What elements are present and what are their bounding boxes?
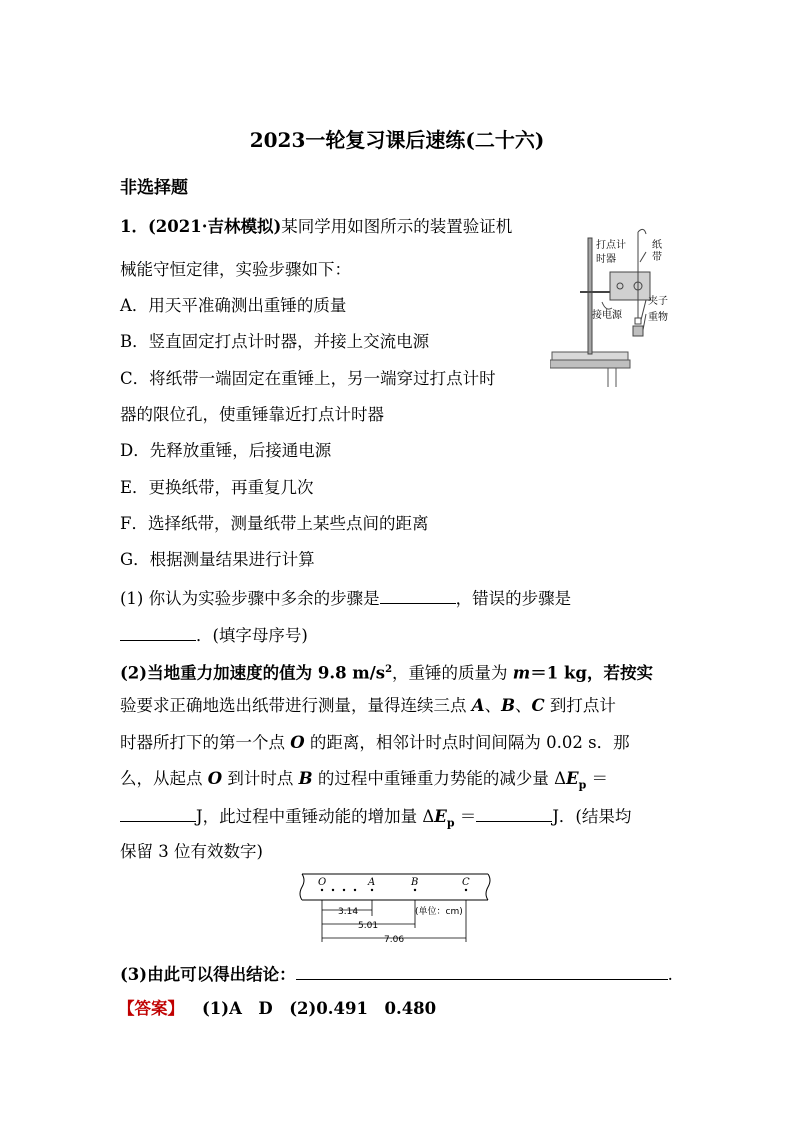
part-2-line-6: 保留 3 位有效数字) bbox=[120, 842, 263, 861]
part-2-text: J．(结果均 bbox=[552, 807, 632, 826]
step-g: G．根据测量结果进行计算 bbox=[120, 550, 315, 569]
part-1-line-2 bbox=[120, 622, 308, 648]
step-f: F．选择纸带，测量纸带上某些点间的距离 bbox=[120, 514, 429, 533]
distance-oc: 7.06 bbox=[384, 935, 405, 945]
part-1-text-a: (1) 你认为实验步骤中多余的步骤是 bbox=[120, 589, 380, 608]
symbol-b: B bbox=[298, 769, 313, 788]
leader-line bbox=[640, 252, 646, 262]
subscript-p: p bbox=[446, 816, 455, 830]
question-1-line-1 bbox=[120, 215, 512, 239]
step-d: D．先释放重锤，后接通电源 bbox=[120, 441, 332, 460]
symbol-c: C bbox=[531, 696, 545, 715]
step-b: B．竖直固定打点计时器，并接上交流电源 bbox=[120, 332, 430, 351]
stand-pole bbox=[588, 238, 592, 354]
answer-tag: 【答案】 bbox=[118, 999, 184, 1018]
leader-line bbox=[643, 314, 646, 330]
part-3-line bbox=[120, 961, 673, 987]
tape-top bbox=[638, 229, 646, 234]
superscript: 2 bbox=[385, 664, 393, 675]
answer-blank-4[interactable] bbox=[476, 803, 552, 822]
part-2-text: 的过程中重锤重力势能的减少量 Δ bbox=[312, 769, 566, 788]
tape-dot bbox=[321, 889, 323, 891]
answer-text: (1)A D (2)0.491 0.480 bbox=[202, 999, 437, 1018]
question-source: (2021·吉林模拟) bbox=[147, 217, 282, 236]
weight bbox=[633, 326, 643, 336]
tape-left-tear bbox=[300, 874, 304, 900]
part-2-text: 验要求正确地选出纸带进行测量，量得连续三点 bbox=[120, 696, 472, 715]
part-2-text: ，重锤的质量为 bbox=[392, 663, 513, 683]
step-c-cont: 器的限位孔，使重锤靠近打点计时器 bbox=[120, 405, 384, 424]
part-3-text: (3)由此可以得出结论： bbox=[120, 965, 296, 984]
separator: 、 bbox=[515, 696, 532, 715]
point-label-a: A bbox=[368, 877, 376, 888]
answer-blank-5[interactable] bbox=[296, 961, 668, 980]
symbol-e: E bbox=[434, 807, 447, 826]
tape-dot bbox=[354, 889, 356, 891]
point-label-o: O bbox=[318, 877, 327, 888]
part-1-text-b: ，错误的步骤是 bbox=[455, 589, 572, 608]
part-2-text: 到计时点 bbox=[222, 769, 299, 788]
answer-line bbox=[118, 997, 436, 1021]
label-timer: 打点计 bbox=[596, 240, 626, 251]
clip bbox=[635, 318, 641, 324]
distance-ob: 5.01 bbox=[358, 921, 379, 931]
separator: 、 bbox=[484, 696, 502, 715]
step-a: A．用天平准确测出重锤的质量 bbox=[120, 296, 347, 315]
label-tape: 纸 bbox=[652, 240, 662, 251]
part-2-line-5 bbox=[120, 803, 631, 835]
part-2-line-4 bbox=[120, 767, 608, 797]
apparatus-figure bbox=[550, 222, 680, 390]
tape-dot bbox=[332, 889, 334, 891]
tape-dot bbox=[343, 889, 345, 891]
part-2-text: ＝ bbox=[586, 769, 609, 788]
distance-oa: 3.14 bbox=[338, 907, 359, 917]
label-timer: 时器 bbox=[596, 254, 616, 265]
symbol-e: E bbox=[565, 769, 579, 788]
tape-dot-c bbox=[465, 889, 467, 891]
tape-dot-b bbox=[414, 889, 416, 891]
table-edge bbox=[550, 360, 630, 368]
part-2-text: J，此过程中重锤动能的增加量 Δ bbox=[196, 807, 435, 826]
step-e: E．更换纸带，再重复几次 bbox=[120, 478, 314, 497]
power-wire bbox=[602, 302, 612, 309]
part-2-line-3 bbox=[120, 731, 630, 755]
subscript-p: p bbox=[578, 778, 587, 792]
part-1-text-c: ．(填字母序号) bbox=[196, 626, 308, 645]
answer-blank-1[interactable] bbox=[380, 585, 456, 604]
part-2-text: ＝1 kg，若按实 bbox=[530, 663, 653, 683]
symbol-o: O bbox=[207, 769, 223, 788]
question-1-line-2: 械能守恒定律，实验步骤如下： bbox=[120, 260, 351, 279]
tape-right-tear bbox=[486, 874, 490, 900]
paper-tape-figure bbox=[298, 870, 496, 946]
answer-blank-3[interactable] bbox=[120, 803, 196, 822]
question-text: 某同学用如图所示的装置验证机 bbox=[281, 217, 513, 236]
label-clip: 夹子 bbox=[648, 296, 668, 307]
part-2-line-1 bbox=[120, 658, 653, 686]
timer-body bbox=[610, 272, 650, 300]
tape-dot-a bbox=[371, 889, 373, 891]
part-2-text: 么，从起点 bbox=[120, 769, 208, 788]
label-weight: 重物 bbox=[648, 312, 668, 323]
part-2-text: 到打点计 bbox=[544, 696, 616, 715]
part-2-text: 的距离，相邻计时点时间间隔为 0.02 s．那 bbox=[304, 733, 630, 752]
part-2-text: ＝ bbox=[454, 807, 477, 826]
part-2-line-2 bbox=[120, 694, 616, 718]
page-title: 2023一轮复习课后速练(二十六) bbox=[249, 128, 545, 152]
symbol-a: A bbox=[471, 696, 485, 715]
part-3-period: . bbox=[667, 965, 673, 984]
label-tape: 带 bbox=[652, 252, 662, 263]
symbol-m: m bbox=[512, 663, 531, 683]
symbol-o: O bbox=[290, 733, 305, 752]
point-label-c: C bbox=[462, 877, 470, 888]
section-heading: 非选择题 bbox=[120, 178, 188, 198]
unit-label: (单位：cm) bbox=[415, 907, 463, 917]
part-2-text: (2)当地重力加速度的值为 9.8 m/s bbox=[120, 663, 386, 683]
question-number: 1． bbox=[120, 217, 148, 236]
part-2-text: 时器所打下的第一个点 bbox=[120, 733, 291, 752]
label-power: 接电源 bbox=[592, 310, 622, 321]
symbol-b: B bbox=[501, 696, 516, 715]
step-c: C．将纸带一端固定在重锤上，另一端穿过打点计时 bbox=[120, 369, 496, 388]
part-1-line-1 bbox=[120, 585, 571, 611]
answer-blank-2[interactable] bbox=[120, 622, 196, 641]
point-label-b: B bbox=[411, 877, 419, 888]
